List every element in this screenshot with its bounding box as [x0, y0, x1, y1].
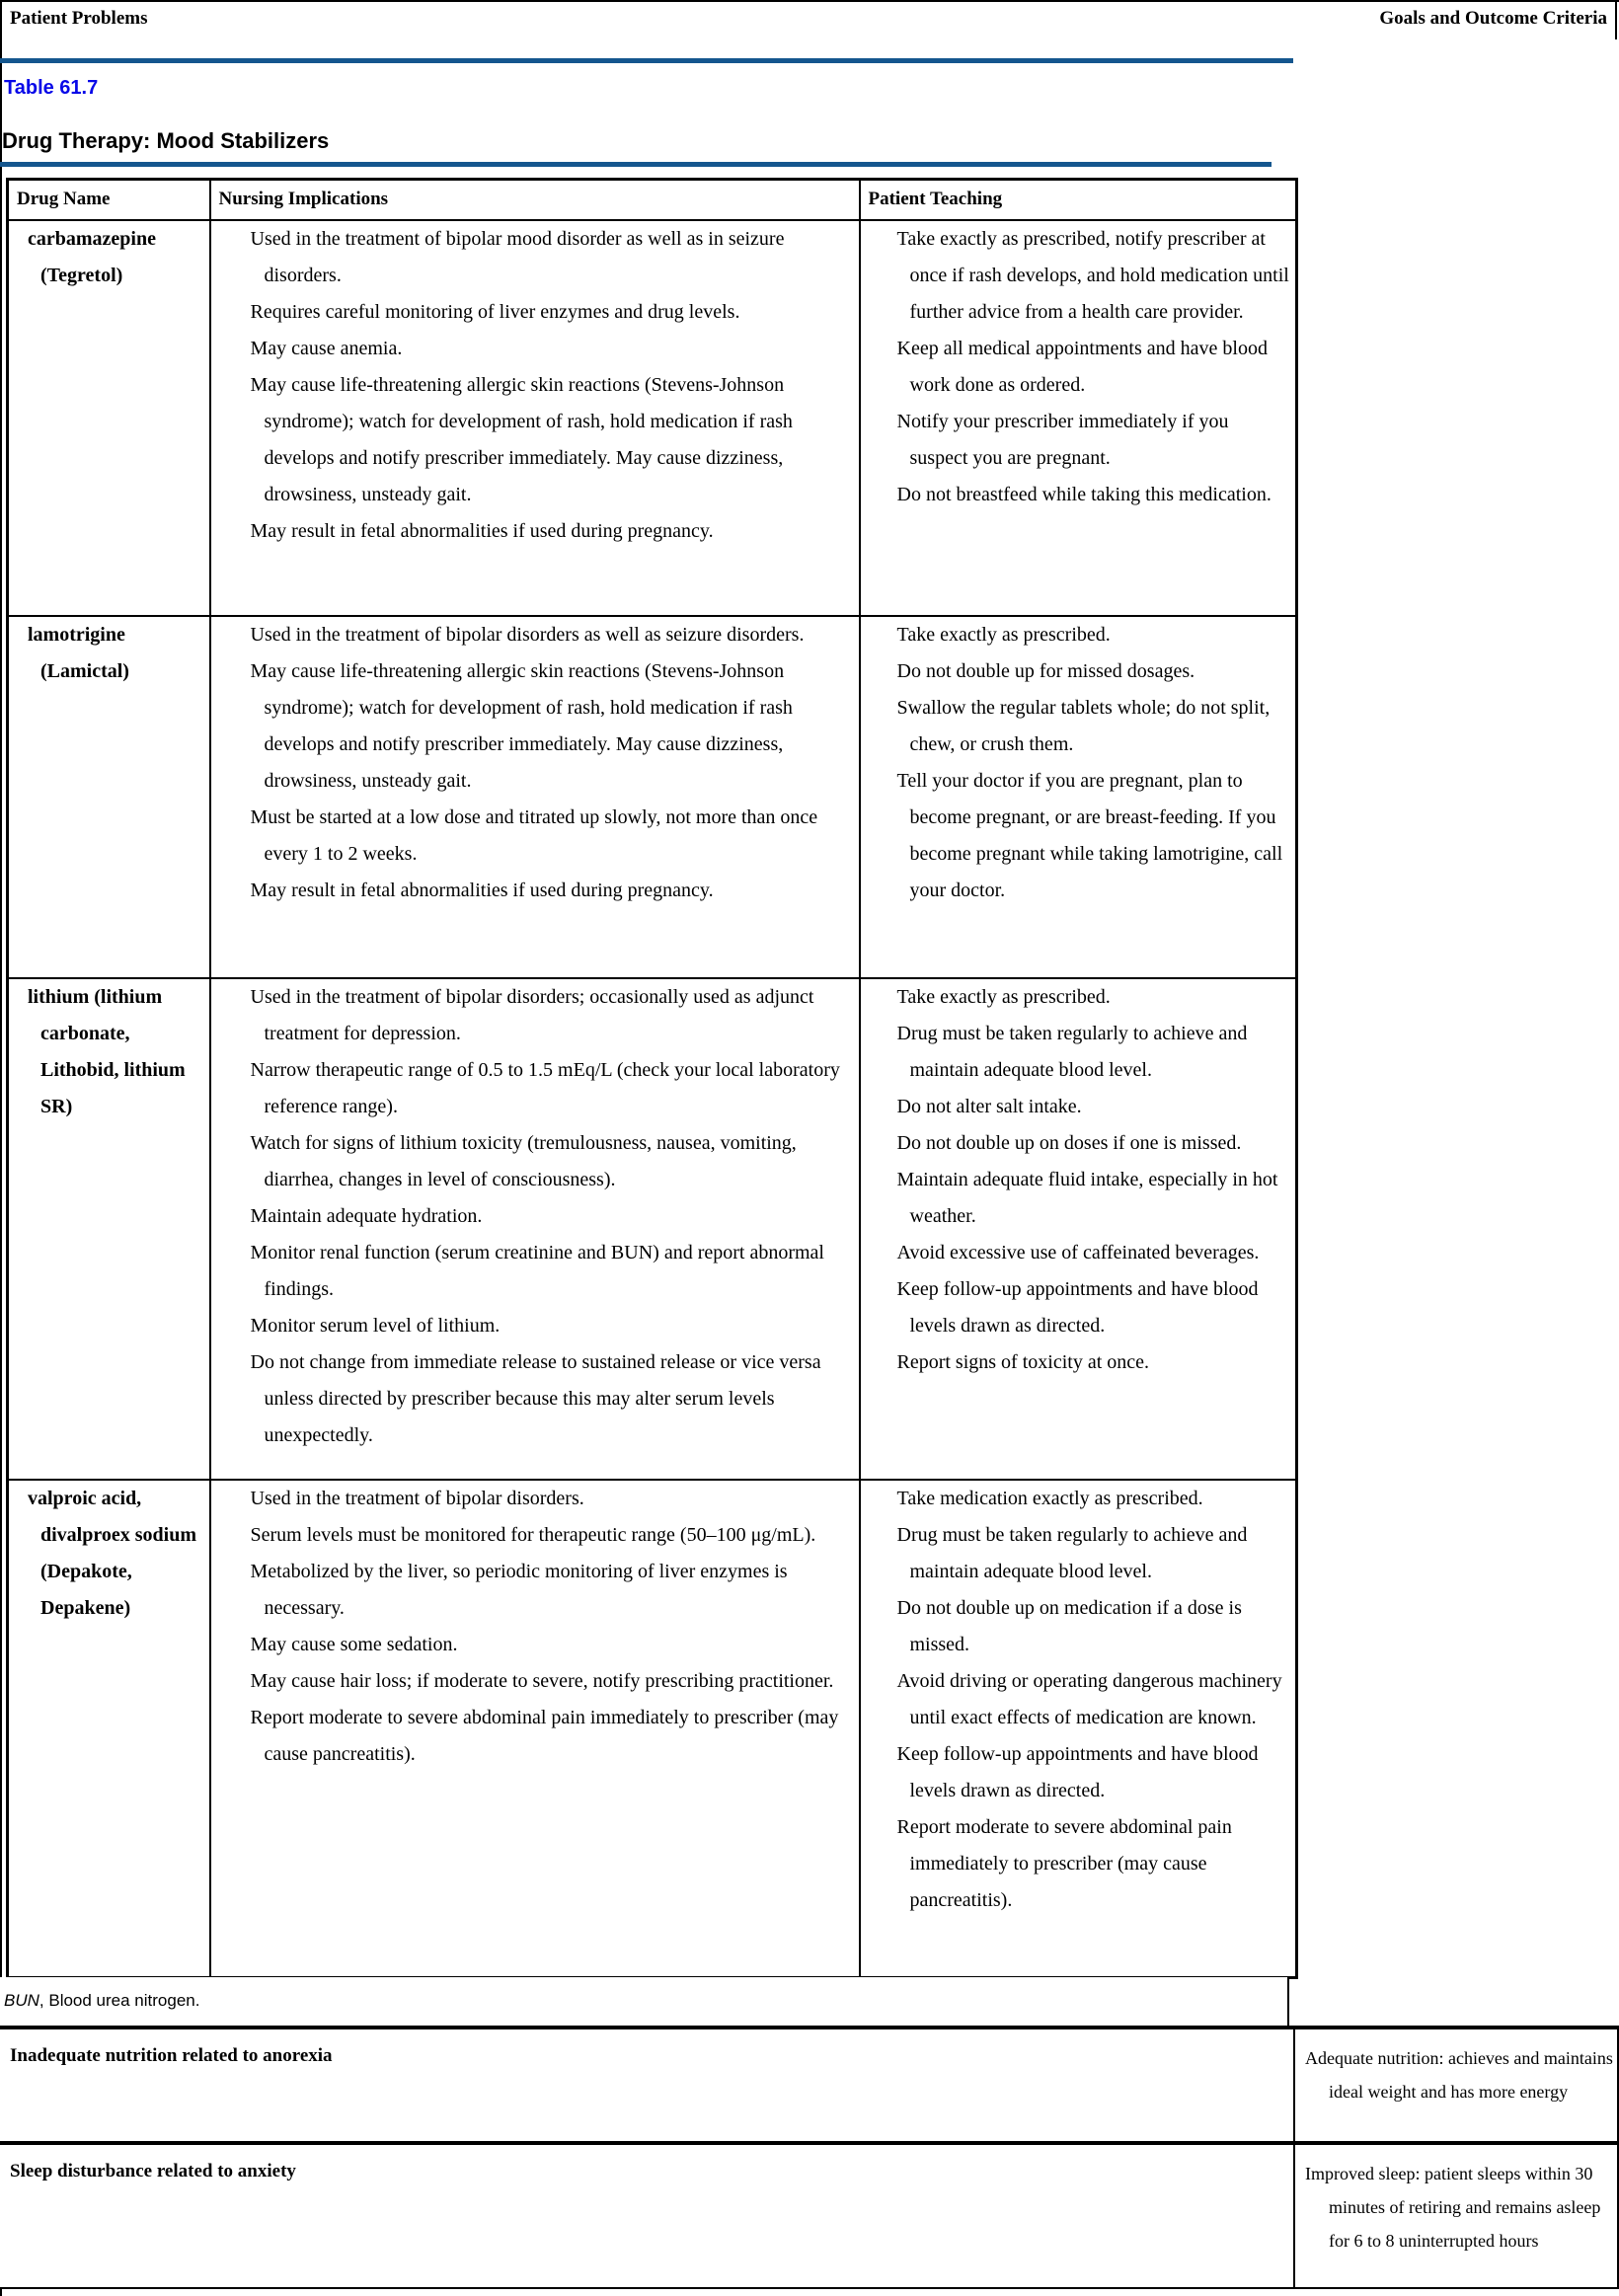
nursing-implication-item: May cause life-threatening allergic skin reactions (Stevens-Johnson syndrome); watch for development of rash, hold medication if rash develops and notify prescriber immediately. May cause dizziness, drowsiness, unsteady gait.	[250, 659, 793, 792]
goal-outcome-cell	[1295, 2029, 1617, 2141]
patient-teaching-item: Maintain adequate fluid intake, especially in hot weather.	[896, 1168, 1278, 1227]
patient-teaching-item: Do not double up for missed dosages.	[896, 659, 1195, 682]
patient-teaching-item: Do not double up on doses if one is missed.	[896, 1131, 1242, 1154]
nursing-implication-item: Narrow therapeutic range of 0.5 to 1.5 mEq/L (check your local laboratory reference range).	[250, 1058, 840, 1117]
patient-teaching-item: Notify your prescriber immediately if you suspect you are pregnant.	[896, 410, 1229, 469]
patient-teaching-item: Do not alter salt intake.	[896, 1095, 1082, 1117]
footnote-abbreviation: BUN	[4, 1991, 39, 2010]
patient-problem-cell: Sleep disturbance related to anxiety	[0, 2145, 1295, 2287]
patient-teaching-item: Do not double up on medication if a dose is missed.	[896, 1596, 1242, 1655]
patient-teaching-item: Keep follow-up appointments and have blood levels drawn as directed.	[896, 1277, 1259, 1337]
blue-divider-rule-bottom	[0, 162, 1272, 167]
patient-teaching-item: Drug must be taken regularly to achieve and maintain adequate blood level.	[896, 1523, 1248, 1582]
nursing-implication-item: Used in the treatment of bipolar disorders.	[250, 1487, 584, 1509]
drug-therapy-table	[6, 178, 1298, 1979]
goal-outcome-cell	[1295, 2145, 1617, 2287]
nursing-implication-item: May result in fetal abnormalities if used during pregnancy.	[250, 519, 714, 542]
patient-teaching-item: Swallow the regular tablets whole; do not split, chew, or crush them.	[896, 696, 1271, 755]
nursing-implication-item: Monitor renal function (serum creatinine and BUN) and report abnormal findings.	[250, 1241, 824, 1300]
footnote-text: , Blood urea nitrogen.	[39, 1991, 200, 2010]
drug-row	[8, 220, 1297, 616]
patient-teaching-item: Report signs of toxicity at once.	[896, 1350, 1150, 1373]
drug-name-cell	[8, 978, 210, 1480]
patient-teaching-cell	[860, 1480, 1297, 1978]
drug-name: valproic acid, divalproex sodium (Depakote, Depakene)	[28, 1487, 196, 1619]
drug-name-cell	[8, 1480, 210, 1978]
column-header-patient-problems: Patient Problems	[10, 8, 148, 29]
goal-outcome-text: Improved sleep: patient sleeps within 30 minutes of retiring and remains asleep for 6 to 8 uninterrupted hours	[1305, 2164, 1601, 2251]
patient-teaching-item: Avoid excessive use of caffeinated beverages.	[896, 1241, 1260, 1263]
goal-outcome-text: Adequate nutrition: achieves and maintains ideal weight and has more energy	[1305, 2048, 1613, 2102]
nursing-implications-cell	[210, 978, 860, 1480]
column-header-goals-outcome-criteria: Goals and Outcome Criteria	[1379, 8, 1607, 29]
drug-name-cell	[8, 616, 210, 978]
drug-row	[8, 1480, 1297, 1978]
col-header-nursing-implications: Nursing Implications	[210, 180, 860, 220]
nursing-implication-item: Used in the treatment of bipolar disorders as well as seizure disorders.	[250, 623, 805, 646]
col-header-patient-teaching: Patient Teaching	[860, 180, 1297, 220]
page-right-border	[1615, 0, 1617, 39]
patient-problem-cell: Inadequate nutrition related to anorexia	[0, 2029, 1295, 2141]
drug-name: carbamazepine (Tegretol)	[28, 227, 156, 286]
table-title: Drug Therapy: Mood Stabilizers	[2, 128, 330, 153]
patient-teaching-item: Do not breastfeed while taking this medication.	[896, 483, 1272, 505]
patient-teaching-cell	[860, 616, 1297, 978]
patient-teaching-item: Keep all medical appointments and have blood work done as ordered.	[896, 337, 1268, 396]
patient-problems-outcome-table	[0, 2026, 1619, 2289]
col-header-drug-name: Drug Name	[8, 180, 210, 220]
patient-teaching-item: Take exactly as prescribed, notify prescriber at once if rash develops, and hold medication until further advice from a health care provider.	[896, 227, 1289, 323]
patient-teaching-cell	[860, 978, 1297, 1480]
page-top-border	[0, 0, 1619, 2]
patient-teaching-item: Avoid driving or operating dangerous machinery until exact effects of medication are known.	[896, 1669, 1282, 1728]
drug-table-header-row	[8, 180, 1297, 220]
outcome-row	[0, 2145, 1617, 2289]
nursing-implication-item: Must be started at a low dose and titrated up slowly, not more than once every 1 to 2 weeks.	[250, 805, 818, 865]
nursing-implication-item: Watch for signs of lithium toxicity (tremulousness, nausea, vomiting, diarrhea, changes in level of consciousness).	[250, 1131, 797, 1190]
page-left-border	[0, 0, 2, 2296]
nursing-implications-cell	[210, 220, 860, 616]
patient-teaching-item: Take medication exactly as prescribed.	[896, 1487, 1203, 1509]
nursing-implications-cell	[210, 616, 860, 978]
nursing-implication-item: May cause life-threatening allergic skin reactions (Stevens-Johnson syndrome); watch for development of rash, hold medication if rash develops and notify prescriber immediately. May cause dizziness, drowsiness, unsteady gait.	[250, 373, 793, 505]
nursing-implication-item: Used in the treatment of bipolar disorders; occasionally used as adjunct treatment for depression.	[250, 985, 814, 1044]
nursing-implication-item: Used in the treatment of bipolar mood disorder as well as in seizure disorders.	[250, 227, 785, 286]
nursing-implication-item: May cause anemia.	[250, 337, 403, 359]
table-number-label: Table 61.7	[4, 77, 99, 99]
nursing-implications-cell	[210, 1480, 860, 1978]
patient-teaching-item: Take exactly as prescribed.	[896, 623, 1111, 646]
patient-teaching-item: Keep follow-up appointments and have blood levels drawn as directed.	[896, 1742, 1259, 1801]
drug-row	[8, 616, 1297, 978]
patient-teaching-item: Report moderate to severe abdominal pain immediately to prescriber (may cause pancreatitis).	[896, 1815, 1232, 1911]
patient-teaching-item: Tell your doctor if you are pregnant, plan to become pregnant, or are breast-feeding. If you become pregnant while taking lamotrigine, call your doctor.	[896, 769, 1283, 901]
nursing-implication-item: Monitor serum level of lithium.	[250, 1314, 501, 1337]
nursing-implication-item: May cause hair loss; if moderate to severe, notify prescribing practitioner.	[250, 1669, 834, 1692]
nursing-implication-item: Serum levels must be monitored for therapeutic range (50–100 μg/mL).	[250, 1523, 816, 1546]
blue-divider-rule-top	[0, 58, 1293, 63]
patient-teaching-item: Take exactly as prescribed.	[896, 985, 1111, 1008]
nursing-implication-item: Metabolized by the liver, so periodic monitoring of liver enzymes is necessary.	[250, 1560, 788, 1619]
drug-name-cell	[8, 220, 210, 616]
drug-row	[8, 978, 1297, 1480]
nursing-implication-item: Do not change from immediate release to sustained release or vice versa unless directed by prescriber because this may alter serum levels unexpectedly.	[250, 1350, 821, 1446]
patient-teaching-cell	[860, 220, 1297, 616]
table-footnote	[0, 1977, 1289, 2026]
drug-name: lithium (lithium carbonate, Lithobid, lithium SR)	[28, 985, 186, 1117]
drug-name: lamotrigine (Lamictal)	[28, 623, 129, 682]
nursing-implication-item: May result in fetal abnormalities if used during pregnancy.	[250, 879, 714, 901]
nursing-implication-item: May cause some sedation.	[250, 1633, 458, 1655]
patient-teaching-item: Drug must be taken regularly to achieve and maintain adequate blood level.	[896, 1022, 1248, 1081]
nursing-implication-item: Requires careful monitoring of liver enzymes and drug levels.	[250, 300, 740, 323]
outcome-row	[0, 2029, 1617, 2145]
nursing-implication-item: Report moderate to severe abdominal pain immediately to prescriber (may cause pancreatitis).	[250, 1706, 839, 1765]
nursing-implication-item: Maintain adequate hydration.	[250, 1204, 483, 1227]
